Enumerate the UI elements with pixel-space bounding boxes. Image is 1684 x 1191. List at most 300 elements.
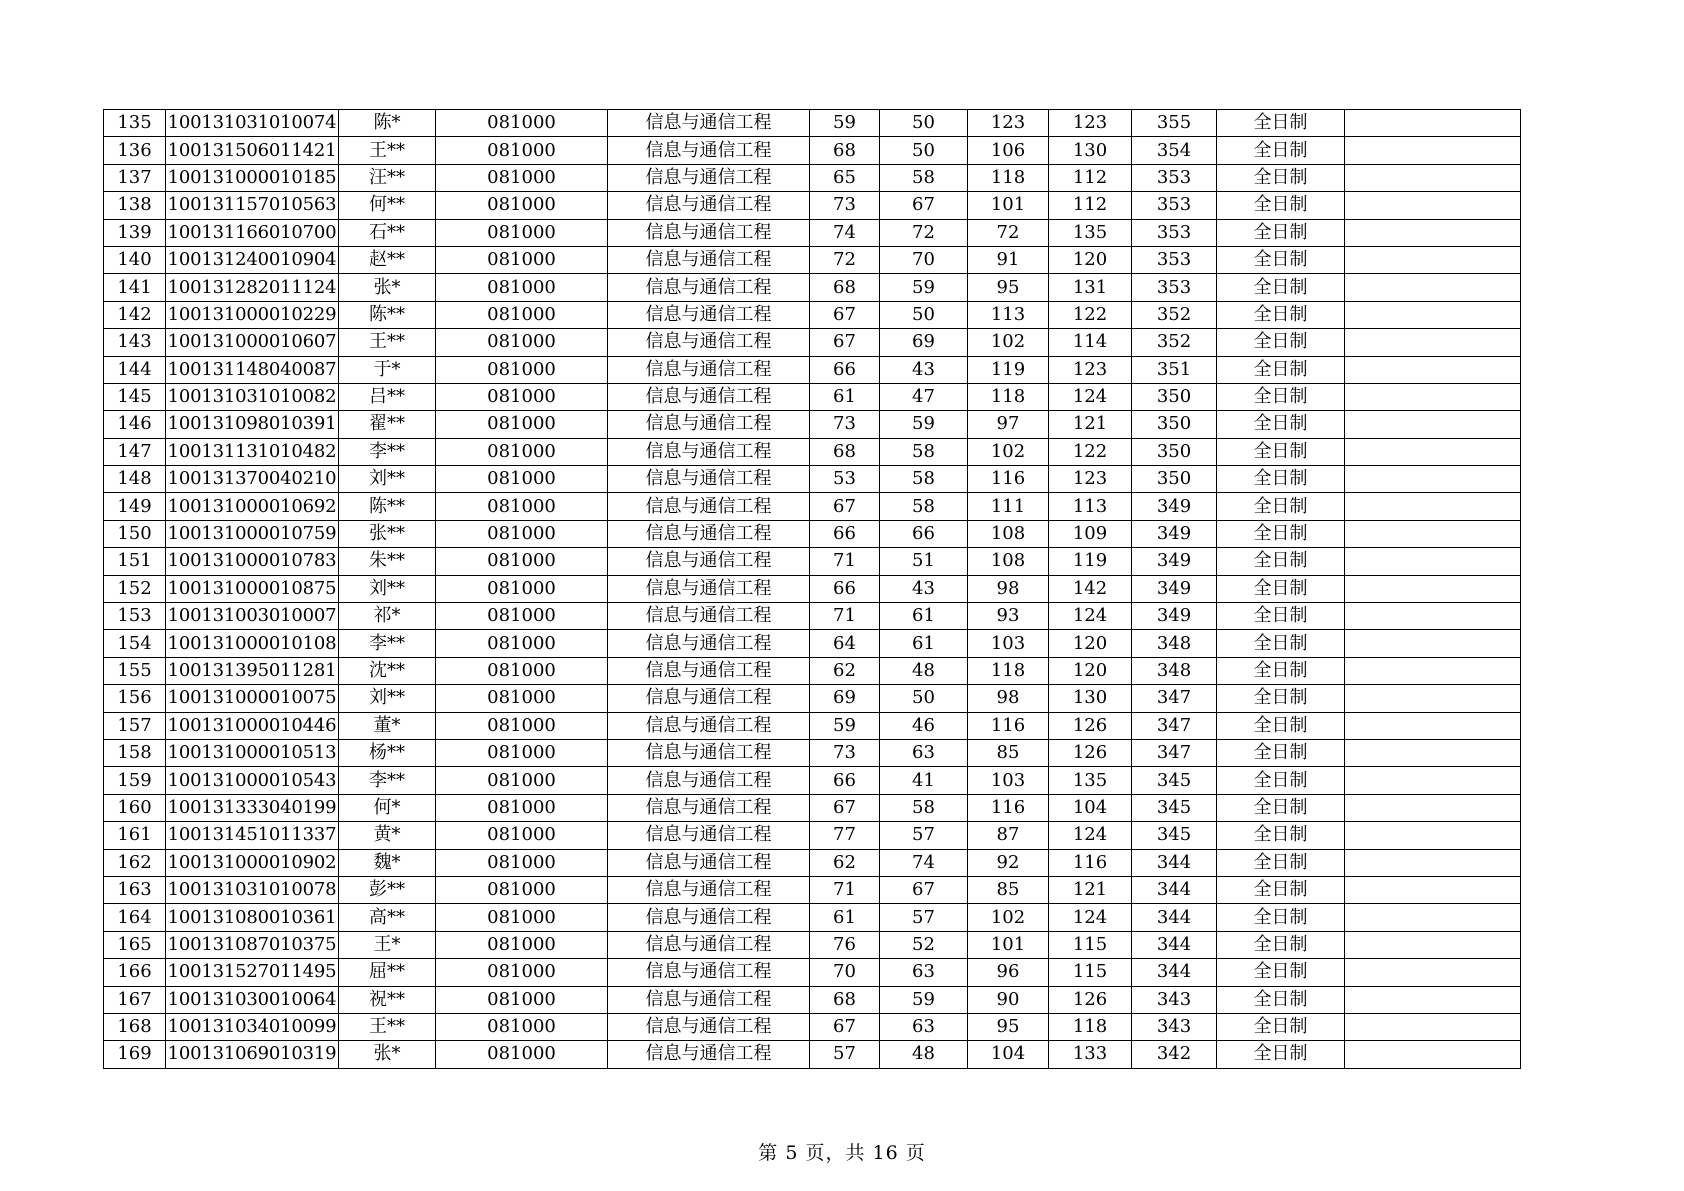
- study-mode-cell: 全日制: [1217, 849, 1345, 876]
- total-score-cell: 347: [1132, 739, 1217, 766]
- exam-id-cell: 100131000010607: [166, 329, 339, 356]
- score-3-cell: 118: [968, 657, 1049, 684]
- major-code-cell: 081000: [436, 876, 608, 903]
- row-number-cell: 135: [104, 110, 166, 137]
- name-cell: 杨**: [339, 739, 436, 766]
- total-score-cell: 342: [1132, 1041, 1217, 1068]
- score-2-cell: 74: [880, 849, 968, 876]
- major-name-cell: 信息与通信工程: [608, 849, 810, 876]
- score-1-cell: 67: [810, 493, 880, 520]
- exam-id-cell: 100131000010075: [166, 685, 339, 712]
- table-row: [104, 383, 1521, 410]
- score-1-cell: 71: [810, 603, 880, 630]
- score-1-cell: 68: [810, 274, 880, 301]
- exam-id-cell: 100131031010082: [166, 383, 339, 410]
- major-code-cell: 081000: [436, 493, 608, 520]
- remark-cell: [1345, 356, 1521, 383]
- major-code-cell: 081000: [436, 110, 608, 137]
- exam-id-cell: 100131157010563: [166, 192, 339, 219]
- score-2-cell: 58: [880, 438, 968, 465]
- major-name-cell: 信息与通信工程: [608, 219, 810, 246]
- score-1-cell: 74: [810, 219, 880, 246]
- name-cell: 张*: [339, 1041, 436, 1068]
- remark-cell: [1345, 466, 1521, 493]
- score-3-cell: 91: [968, 246, 1049, 273]
- score-4-cell: 104: [1049, 794, 1132, 821]
- major-code-cell: 081000: [436, 849, 608, 876]
- exam-id-cell: 100131000010108: [166, 630, 339, 657]
- table-row: [104, 904, 1521, 931]
- row-number-cell: 144: [104, 356, 166, 383]
- exam-id-cell: 100131131010482: [166, 438, 339, 465]
- study-mode-cell: 全日制: [1217, 164, 1345, 191]
- exam-id-cell: 100131031010074: [166, 110, 339, 137]
- study-mode-cell: 全日制: [1217, 876, 1345, 903]
- major-code-cell: 081000: [436, 246, 608, 273]
- exam-id-cell: 100131031010078: [166, 876, 339, 903]
- major-code-cell: 081000: [436, 274, 608, 301]
- row-number-cell: 141: [104, 274, 166, 301]
- row-number-cell: 151: [104, 548, 166, 575]
- row-number-cell: 160: [104, 794, 166, 821]
- remark-cell: [1345, 685, 1521, 712]
- score-2-cell: 48: [880, 1041, 968, 1068]
- table-row: [104, 849, 1521, 876]
- name-cell: 朱**: [339, 548, 436, 575]
- row-number-cell: 138: [104, 192, 166, 219]
- total-score-cell: 353: [1132, 274, 1217, 301]
- exam-id-cell: 100131000010185: [166, 164, 339, 191]
- study-mode-cell: 全日制: [1217, 1041, 1345, 1068]
- remark-cell: [1345, 712, 1521, 739]
- score-3-cell: 103: [968, 630, 1049, 657]
- score-3-cell: 116: [968, 712, 1049, 739]
- exam-id-cell: 100131333040199: [166, 794, 339, 821]
- total-score-cell: 348: [1132, 630, 1217, 657]
- table-row: [104, 219, 1521, 246]
- study-mode-cell: 全日制: [1217, 301, 1345, 328]
- table-row: [104, 466, 1521, 493]
- score-3-cell: 123: [968, 110, 1049, 137]
- total-score-cell: 349: [1132, 575, 1217, 602]
- exam-id-cell: 100131000010902: [166, 849, 339, 876]
- table-row: [104, 876, 1521, 903]
- major-code-cell: 081000: [436, 329, 608, 356]
- total-score-cell: 350: [1132, 438, 1217, 465]
- row-number-cell: 147: [104, 438, 166, 465]
- major-code-cell: 081000: [436, 137, 608, 164]
- table-row: [104, 1041, 1521, 1068]
- score-4-cell: 123: [1049, 356, 1132, 383]
- exam-id-cell: 100131098010391: [166, 411, 339, 438]
- total-score-cell: 345: [1132, 767, 1217, 794]
- score-2-cell: 66: [880, 520, 968, 547]
- score-3-cell: 103: [968, 767, 1049, 794]
- remark-cell: [1345, 246, 1521, 273]
- major-code-cell: 081000: [436, 466, 608, 493]
- major-name-cell: 信息与通信工程: [608, 411, 810, 438]
- score-1-cell: 68: [810, 137, 880, 164]
- name-cell: 吕**: [339, 383, 436, 410]
- score-1-cell: 62: [810, 849, 880, 876]
- score-2-cell: 50: [880, 685, 968, 712]
- remark-cell: [1345, 1013, 1521, 1040]
- row-number-cell: 143: [104, 329, 166, 356]
- name-cell: 陈*: [339, 110, 436, 137]
- score-2-cell: 50: [880, 301, 968, 328]
- major-name-cell: 信息与通信工程: [608, 192, 810, 219]
- score-4-cell: 130: [1049, 137, 1132, 164]
- total-score-cell: 349: [1132, 520, 1217, 547]
- major-code-cell: 081000: [436, 411, 608, 438]
- score-4-cell: 112: [1049, 192, 1132, 219]
- study-mode-cell: 全日制: [1217, 904, 1345, 931]
- table-row: [104, 438, 1521, 465]
- score-3-cell: 95: [968, 1013, 1049, 1040]
- study-mode-cell: 全日制: [1217, 520, 1345, 547]
- score-1-cell: 69: [810, 685, 880, 712]
- name-cell: 王*: [339, 931, 436, 958]
- score-2-cell: 58: [880, 493, 968, 520]
- exam-id-cell: 100131000010543: [166, 767, 339, 794]
- name-cell: 翟**: [339, 411, 436, 438]
- name-cell: 彭**: [339, 876, 436, 903]
- table-row: [104, 520, 1521, 547]
- score-1-cell: 53: [810, 466, 880, 493]
- total-score-cell: 344: [1132, 849, 1217, 876]
- major-name-cell: 信息与通信工程: [608, 904, 810, 931]
- score-4-cell: 130: [1049, 685, 1132, 712]
- score-1-cell: 65: [810, 164, 880, 191]
- remark-cell: [1345, 329, 1521, 356]
- score-3-cell: 116: [968, 466, 1049, 493]
- name-cell: 何**: [339, 192, 436, 219]
- exam-id-cell: 100131370040210: [166, 466, 339, 493]
- score-3-cell: 97: [968, 411, 1049, 438]
- exam-id-cell: 100131395011281: [166, 657, 339, 684]
- exam-id-cell: 100131240010904: [166, 246, 339, 273]
- major-code-cell: 081000: [436, 520, 608, 547]
- score-2-cell: 43: [880, 575, 968, 602]
- score-3-cell: 119: [968, 356, 1049, 383]
- total-score-cell: 344: [1132, 876, 1217, 903]
- score-3-cell: 72: [968, 219, 1049, 246]
- score-1-cell: 68: [810, 986, 880, 1013]
- table-row: [104, 931, 1521, 958]
- score-2-cell: 43: [880, 356, 968, 383]
- major-name-cell: 信息与通信工程: [608, 493, 810, 520]
- major-code-cell: 081000: [436, 959, 608, 986]
- score-1-cell: 66: [810, 356, 880, 383]
- row-number-cell: 164: [104, 904, 166, 931]
- score-4-cell: 124: [1049, 822, 1132, 849]
- exam-id-cell: 100131166010700: [166, 219, 339, 246]
- total-score-cell: 345: [1132, 822, 1217, 849]
- score-3-cell: 96: [968, 959, 1049, 986]
- score-2-cell: 46: [880, 712, 968, 739]
- study-mode-cell: 全日制: [1217, 712, 1345, 739]
- remark-cell: [1345, 603, 1521, 630]
- exam-id-cell: 100131451011337: [166, 822, 339, 849]
- major-code-cell: 081000: [436, 685, 608, 712]
- major-code-cell: 081000: [436, 822, 608, 849]
- score-3-cell: 102: [968, 329, 1049, 356]
- table-row: [104, 739, 1521, 766]
- score-2-cell: 59: [880, 274, 968, 301]
- major-name-cell: 信息与通信工程: [608, 767, 810, 794]
- score-2-cell: 50: [880, 137, 968, 164]
- total-score-cell: 353: [1132, 246, 1217, 273]
- total-score-cell: 353: [1132, 192, 1217, 219]
- major-name-cell: 信息与通信工程: [608, 438, 810, 465]
- score-1-cell: 67: [810, 301, 880, 328]
- study-mode-cell: 全日制: [1217, 329, 1345, 356]
- study-mode-cell: 全日制: [1217, 438, 1345, 465]
- score-3-cell: 85: [968, 876, 1049, 903]
- major-name-cell: 信息与通信工程: [608, 603, 810, 630]
- score-1-cell: 72: [810, 246, 880, 273]
- row-number-cell: 157: [104, 712, 166, 739]
- total-score-cell: 344: [1132, 904, 1217, 931]
- table-row: [104, 164, 1521, 191]
- table-row: [104, 575, 1521, 602]
- remark-cell: [1345, 110, 1521, 137]
- table-row: [104, 137, 1521, 164]
- score-3-cell: 118: [968, 383, 1049, 410]
- table-row: [104, 630, 1521, 657]
- exam-id-cell: 100131069010319: [166, 1041, 339, 1068]
- score-1-cell: 73: [810, 192, 880, 219]
- table-row: [104, 356, 1521, 383]
- score-1-cell: 59: [810, 712, 880, 739]
- score-3-cell: 92: [968, 849, 1049, 876]
- study-mode-cell: 全日制: [1217, 575, 1345, 602]
- total-score-cell: 350: [1132, 383, 1217, 410]
- total-score-cell: 345: [1132, 794, 1217, 821]
- score-4-cell: 112: [1049, 164, 1132, 191]
- major-name-cell: 信息与通信工程: [608, 712, 810, 739]
- study-mode-cell: 全日制: [1217, 411, 1345, 438]
- study-mode-cell: 全日制: [1217, 1013, 1345, 1040]
- score-2-cell: 59: [880, 986, 968, 1013]
- row-number-cell: 163: [104, 876, 166, 903]
- score-2-cell: 61: [880, 603, 968, 630]
- score-2-cell: 72: [880, 219, 968, 246]
- table-body: [104, 110, 1521, 1069]
- row-number-cell: 167: [104, 986, 166, 1013]
- study-mode-cell: 全日制: [1217, 110, 1345, 137]
- score-1-cell: 68: [810, 438, 880, 465]
- major-name-cell: 信息与通信工程: [608, 383, 810, 410]
- exam-id-cell: 100131000010759: [166, 520, 339, 547]
- major-code-cell: 081000: [436, 767, 608, 794]
- major-name-cell: 信息与通信工程: [608, 1013, 810, 1040]
- table-row: [104, 822, 1521, 849]
- score-3-cell: 116: [968, 794, 1049, 821]
- remark-cell: [1345, 904, 1521, 931]
- major-name-cell: 信息与通信工程: [608, 575, 810, 602]
- major-code-cell: 081000: [436, 1041, 608, 1068]
- remark-cell: [1345, 274, 1521, 301]
- name-cell: 王**: [339, 329, 436, 356]
- major-code-cell: 081000: [436, 712, 608, 739]
- row-number-cell: 162: [104, 849, 166, 876]
- name-cell: 张**: [339, 520, 436, 547]
- score-4-cell: 126: [1049, 739, 1132, 766]
- total-score-cell: 352: [1132, 329, 1217, 356]
- score-4-cell: 124: [1049, 603, 1132, 630]
- score-3-cell: 98: [968, 685, 1049, 712]
- exam-id-cell: 100131000010446: [166, 712, 339, 739]
- row-number-cell: 155: [104, 657, 166, 684]
- major-code-cell: 081000: [436, 986, 608, 1013]
- total-score-cell: 355: [1132, 110, 1217, 137]
- major-name-cell: 信息与通信工程: [608, 137, 810, 164]
- table-row: [104, 657, 1521, 684]
- remark-cell: [1345, 739, 1521, 766]
- score-3-cell: 87: [968, 822, 1049, 849]
- remark-cell: [1345, 849, 1521, 876]
- score-3-cell: 113: [968, 301, 1049, 328]
- score-1-cell: 66: [810, 520, 880, 547]
- score-table: [103, 109, 1521, 1069]
- row-number-cell: 148: [104, 466, 166, 493]
- name-cell: 赵**: [339, 246, 436, 273]
- score-2-cell: 63: [880, 1013, 968, 1040]
- score-2-cell: 48: [880, 657, 968, 684]
- exam-id-cell: 100131282011124: [166, 274, 339, 301]
- study-mode-cell: 全日制: [1217, 931, 1345, 958]
- total-score-cell: 353: [1132, 164, 1217, 191]
- table-row: [104, 548, 1521, 575]
- major-code-cell: 081000: [436, 904, 608, 931]
- score-4-cell: 120: [1049, 657, 1132, 684]
- major-name-cell: 信息与通信工程: [608, 685, 810, 712]
- remark-cell: [1345, 822, 1521, 849]
- row-number-cell: 158: [104, 739, 166, 766]
- major-name-cell: 信息与通信工程: [608, 110, 810, 137]
- row-number-cell: 165: [104, 931, 166, 958]
- score-4-cell: 119: [1049, 548, 1132, 575]
- score-4-cell: 114: [1049, 329, 1132, 356]
- name-cell: 陈**: [339, 493, 436, 520]
- score-2-cell: 52: [880, 931, 968, 958]
- major-name-cell: 信息与通信工程: [608, 356, 810, 383]
- score-2-cell: 41: [880, 767, 968, 794]
- score-3-cell: 95: [968, 274, 1049, 301]
- score-1-cell: 66: [810, 767, 880, 794]
- major-code-cell: 081000: [436, 219, 608, 246]
- major-name-cell: 信息与通信工程: [608, 739, 810, 766]
- score-2-cell: 51: [880, 548, 968, 575]
- remark-cell: [1345, 657, 1521, 684]
- remark-cell: [1345, 931, 1521, 958]
- remark-cell: [1345, 548, 1521, 575]
- remark-cell: [1345, 383, 1521, 410]
- score-3-cell: 118: [968, 164, 1049, 191]
- major-name-cell: 信息与通信工程: [608, 274, 810, 301]
- remark-cell: [1345, 192, 1521, 219]
- score-4-cell: 124: [1049, 904, 1132, 931]
- total-score-cell: 343: [1132, 986, 1217, 1013]
- score-4-cell: 113: [1049, 493, 1132, 520]
- study-mode-cell: 全日制: [1217, 356, 1345, 383]
- row-number-cell: 156: [104, 685, 166, 712]
- study-mode-cell: 全日制: [1217, 192, 1345, 219]
- score-1-cell: 67: [810, 1013, 880, 1040]
- exam-id-cell: 100131000010692: [166, 493, 339, 520]
- remark-cell: [1345, 438, 1521, 465]
- row-number-cell: 145: [104, 383, 166, 410]
- score-2-cell: 58: [880, 794, 968, 821]
- score-1-cell: 66: [810, 575, 880, 602]
- score-4-cell: 123: [1049, 110, 1132, 137]
- major-name-cell: 信息与通信工程: [608, 466, 810, 493]
- score-2-cell: 47: [880, 383, 968, 410]
- name-cell: 汪**: [339, 164, 436, 191]
- remark-cell: [1345, 794, 1521, 821]
- row-number-cell: 139: [104, 219, 166, 246]
- score-2-cell: 57: [880, 822, 968, 849]
- row-number-cell: 149: [104, 493, 166, 520]
- score-4-cell: 124: [1049, 383, 1132, 410]
- page-number: 第 5 页，共 16 页: [758, 1142, 926, 1164]
- major-code-cell: 081000: [436, 438, 608, 465]
- score-1-cell: 64: [810, 630, 880, 657]
- remark-cell: [1345, 301, 1521, 328]
- table-row: [104, 110, 1521, 137]
- name-cell: 石**: [339, 219, 436, 246]
- name-cell: 王**: [339, 1013, 436, 1040]
- score-2-cell: 67: [880, 192, 968, 219]
- row-number-cell: 159: [104, 767, 166, 794]
- major-name-cell: 信息与通信工程: [608, 1041, 810, 1068]
- exam-id-cell: 100131527011495: [166, 959, 339, 986]
- remark-cell: [1345, 219, 1521, 246]
- major-name-cell: 信息与通信工程: [608, 794, 810, 821]
- score-1-cell: 67: [810, 329, 880, 356]
- exam-id-cell: 100131030010064: [166, 986, 339, 1013]
- major-code-cell: 081000: [436, 356, 608, 383]
- score-1-cell: 76: [810, 931, 880, 958]
- study-mode-cell: 全日制: [1217, 794, 1345, 821]
- major-name-cell: 信息与通信工程: [608, 301, 810, 328]
- name-cell: 何*: [339, 794, 436, 821]
- name-cell: 屈**: [339, 959, 436, 986]
- score-3-cell: 111: [968, 493, 1049, 520]
- total-score-cell: 353: [1132, 219, 1217, 246]
- major-code-cell: 081000: [436, 630, 608, 657]
- score-4-cell: 123: [1049, 466, 1132, 493]
- major-name-cell: 信息与通信工程: [608, 630, 810, 657]
- table-row: [104, 685, 1521, 712]
- row-number-cell: 146: [104, 411, 166, 438]
- major-name-cell: 信息与通信工程: [608, 876, 810, 903]
- total-score-cell: 351: [1132, 356, 1217, 383]
- row-number-cell: 154: [104, 630, 166, 657]
- total-score-cell: 347: [1132, 712, 1217, 739]
- table-row: [104, 794, 1521, 821]
- score-4-cell: 122: [1049, 301, 1132, 328]
- score-2-cell: 58: [880, 466, 968, 493]
- score-2-cell: 59: [880, 411, 968, 438]
- study-mode-cell: 全日制: [1217, 685, 1345, 712]
- remark-cell: [1345, 520, 1521, 547]
- major-name-cell: 信息与通信工程: [608, 822, 810, 849]
- exam-id-cell: 100131148040087: [166, 356, 339, 383]
- score-2-cell: 69: [880, 329, 968, 356]
- exam-id-cell: 100131087010375: [166, 931, 339, 958]
